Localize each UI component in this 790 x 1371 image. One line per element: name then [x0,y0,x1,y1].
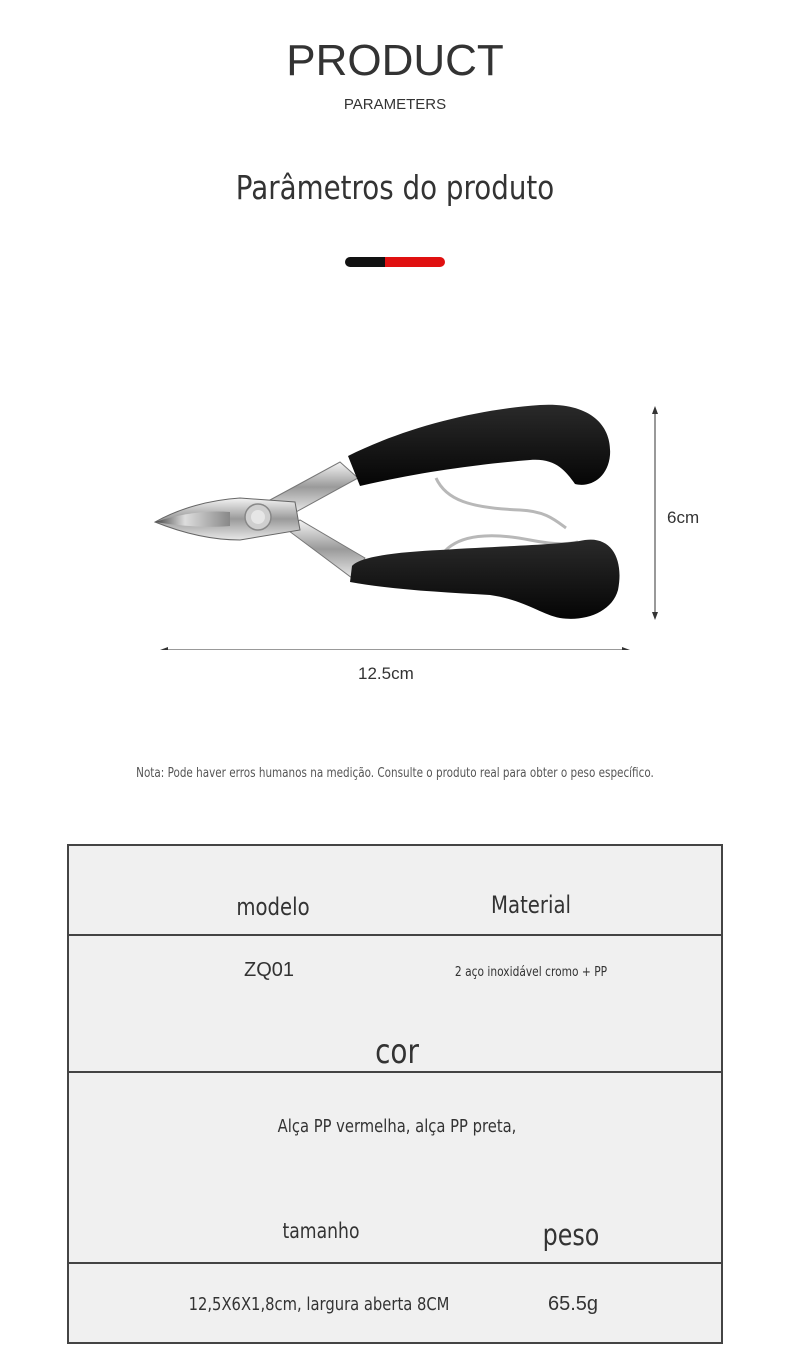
height-dimension-arrow [652,406,658,620]
peso-value: 65.5g [547,1293,599,1315]
table-divider [69,1262,721,1264]
cor-header: cor [375,1032,419,1072]
peso-header: peso [542,1218,600,1252]
width-dimension-label: 12.5cm [358,664,414,683]
title-underline-bar [345,257,445,267]
material-header: Material [491,891,571,919]
measurement-note: Nota: Pode haver erros humanos na medição. Consulte o produto real para obter o peso específico. [136,766,654,781]
spec-table [67,844,723,1344]
cuticle-nipper-icon [140,380,660,650]
cor-value: Alça PP vermelha, alça PP preta, [277,1116,517,1137]
section-title: Parâmetros do produto [235,168,555,207]
modelo-header: modelo [236,893,310,921]
tamanho-header: tamanho [282,1219,360,1243]
modelo-value: ZQ01 [243,959,295,981]
material-value: 2 aço inoxidável cromo + PP [454,965,608,980]
height-dimension-label: 6cm [667,508,700,527]
table-divider [69,934,721,936]
tamanho-value: 12,5X6X1,8cm, largura aberta 8CM [188,1294,450,1315]
page-title: PRODUCT [286,36,504,85]
width-dimension-arrow [160,647,630,650]
underline-red-segment [385,257,445,267]
underline-black-segment [345,257,387,267]
page-subtitle: PARAMETERS [343,96,447,113]
